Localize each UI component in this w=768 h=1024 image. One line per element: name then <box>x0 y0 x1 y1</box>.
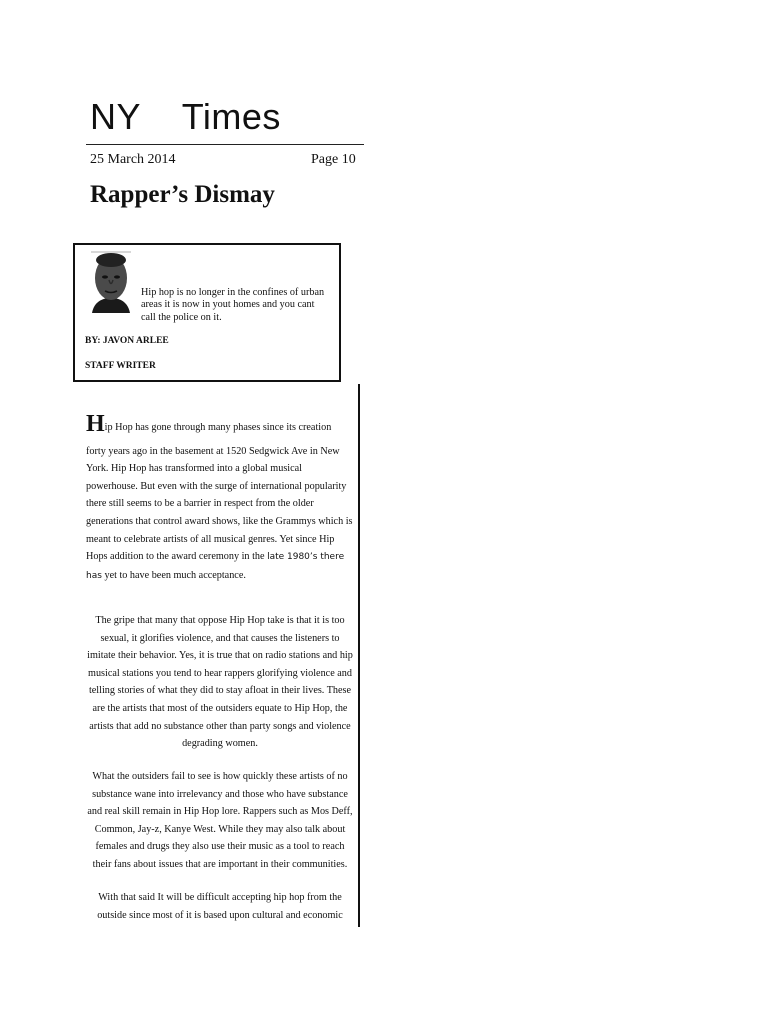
page-number: Page 10 <box>311 152 356 167</box>
newspaper-masthead: NY Times <box>90 96 281 137</box>
author-title: STAFF WRITER <box>85 361 156 371</box>
article-paragraph-1 <box>86 411 354 585</box>
drop-cap: H <box>86 411 105 437</box>
pull-quote: Hip hop is no longer in the confines of urban areas it is now in yout homes and you cant call the police on it. <box>141 287 325 323</box>
author-portrait <box>88 250 134 313</box>
paragraph-1-end: yet to have been much acceptance. <box>101 569 246 581</box>
article-paragraph-2: The gripe that many that oppose Hip Hop take is that it is too sexual, it glorifies violence, and that causes the listeners to imitate their behavior. Yes, it is true that on radio stations and hip musical stations you tend to hear rappers glorifying violence and telling stories of what they did to stay afloat in their lives. These are the artists that most of the outsiders equate to Hip Hop, the artists that add no substance other than party songs and violence degrading women. <box>87 615 353 750</box>
publication-date: 25 March 2014 <box>90 152 176 167</box>
byline-box-shadow <box>339 248 341 382</box>
article-paragraph-4: With that said It will be difficult accepting hip hop from the outside since most of it is based upon cultural and economic <box>97 892 343 921</box>
paragraph-1-sans-run: late 1980’s there has <box>86 552 345 581</box>
author-byline: BY: JAVON ARLEE <box>85 336 169 346</box>
paragraph-1-lead: ip Hop has gone through many phases since its creation <box>104 422 332 433</box>
masthead-rule <box>86 144 364 145</box>
paragraph-1-first-line <box>86 411 354 437</box>
article-headline: Rapper’s Dismay <box>90 181 275 208</box>
article-paragraph-3: What the outsiders fail to see is how quickly these artists of no substance wane into irrelevancy and those who have substance and real skill remain in Hip Hop lore. Rappers such as Mos Deff, Common, Jay-z, Kanye West. While they may also talk about females and drugs they also use their music as a tool to reach their fans about issues that are important in their communities. <box>87 771 353 870</box>
column-rule <box>358 384 360 927</box>
paragraph-1-text: forty years ago in the basement at 1520 Sedgwick Ave in New York. Hip Hop has transformed into a global musical powerhouse. But even with the surge of international popularity there still seems to be a barrier in respect from the older generations that control award shows, like the Grammys which is meant to celebrate artists of all musical genres. Yet since Hip Hops addition to the award ceremony in the <box>86 445 353 563</box>
